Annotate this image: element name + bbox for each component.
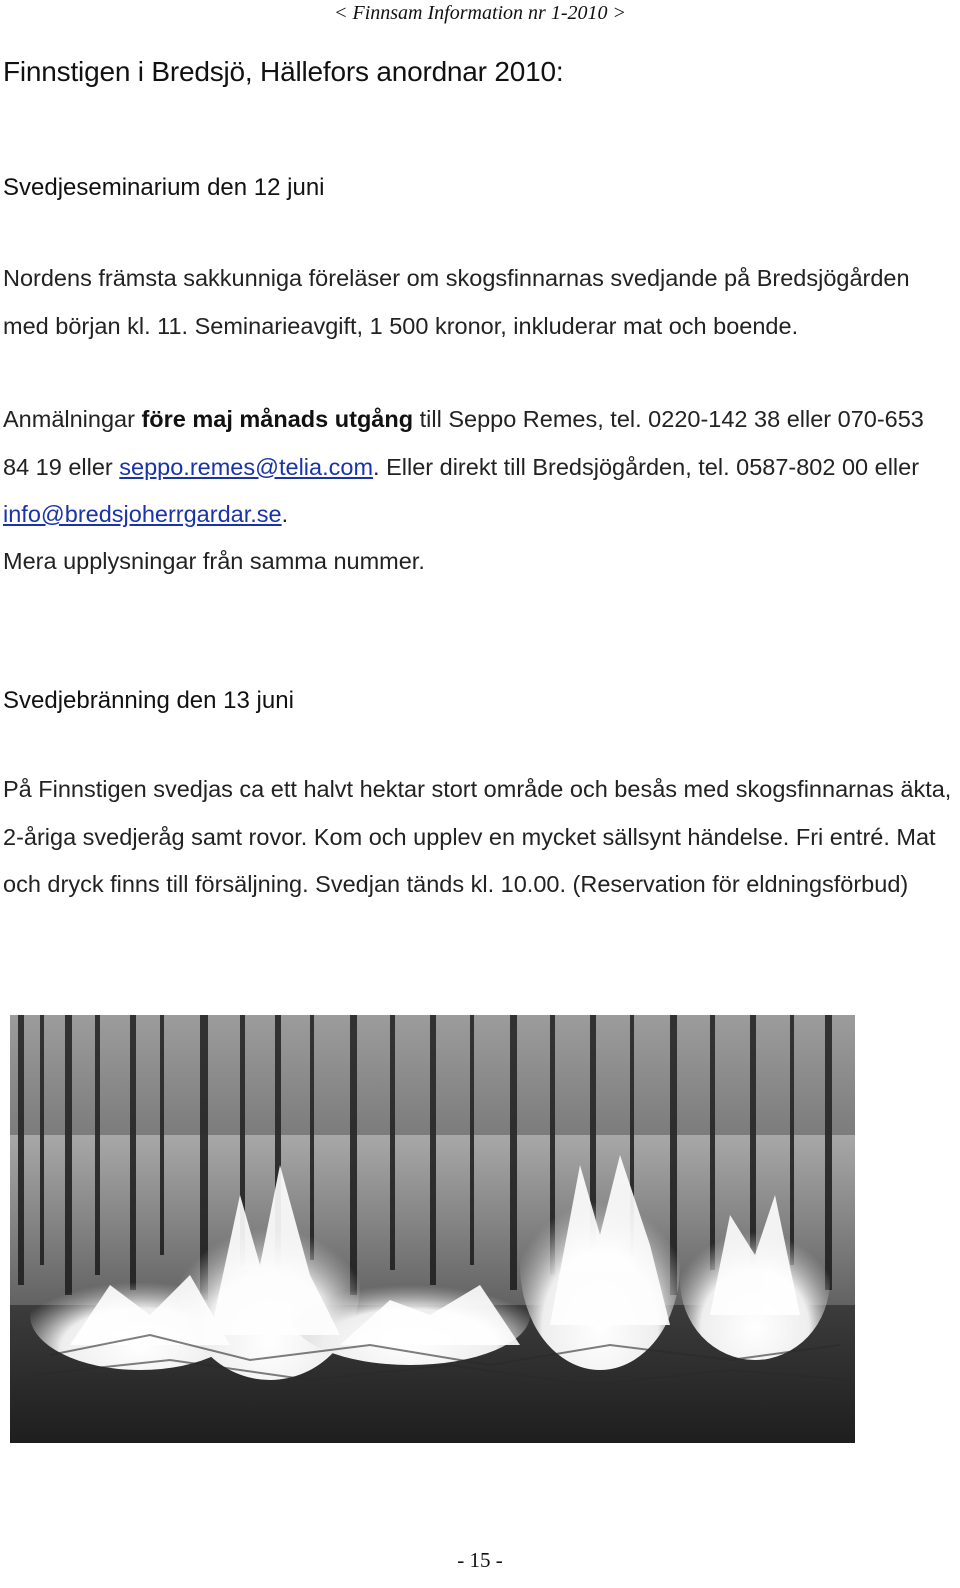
page-header: < Finnsam Information nr 1-2010 > <box>334 2 626 24</box>
seminar-heading: Svedjeseminarium den 12 juni <box>3 174 325 201</box>
registration-text: Anmälningar <box>3 406 142 432</box>
email-link-seppo[interactable]: seppo.remes@telia.com <box>119 453 374 480</box>
burning-heading: Svedjebränning den 13 juni <box>3 687 294 714</box>
seminar-paragraph-3: Mera upplysningar från samma nummer. <box>3 548 425 574</box>
email-link-bredsjo[interactable]: info@bredsjoherrgardar.se <box>3 501 282 527</box>
seminar-paragraph-2 <box>3 396 953 539</box>
forest-fire-photo <box>10 1015 855 1443</box>
forest-fire-photo-graphic <box>10 1015 855 1443</box>
contact-text-3: . <box>281 501 289 527</box>
page-number: - 15 - <box>457 1548 503 1572</box>
seminar-paragraph-1: Nordens främsta sakkunniga föreläser om skogsfinnarnas svedjande på Bredsjögården med början kl. 11. Seminarieavgift, 1 500 kronor, inkluderar mat och boende. <box>3 265 910 339</box>
page-title: Finnstigen i Bredsjö, Hällefors anordnar 2010: <box>3 56 564 87</box>
contact-text-2: . Eller direkt till Bredsjögården, tel. 0587-802 00 eller <box>373 453 920 480</box>
deadline-text: före maj månads utgång <box>141 406 414 432</box>
contact-text: till Seppo Remes, tel. 0220-142 38 eller 070-653 84 19 eller <box>3 406 924 480</box>
burning-paragraph: På Finnstigen svedjas ca ett halvt hektar stort område och besås med skogsfinnarnas äkta, 2-åriga svedjeråg samt rovor. Kom och upplev en mycket sällsynt händelse. Fri entré. Mat och dryck finns till försäljning. Svedjan tänds kl. 10.00. (Reservation för eldningsförbud) <box>3 776 952 897</box>
